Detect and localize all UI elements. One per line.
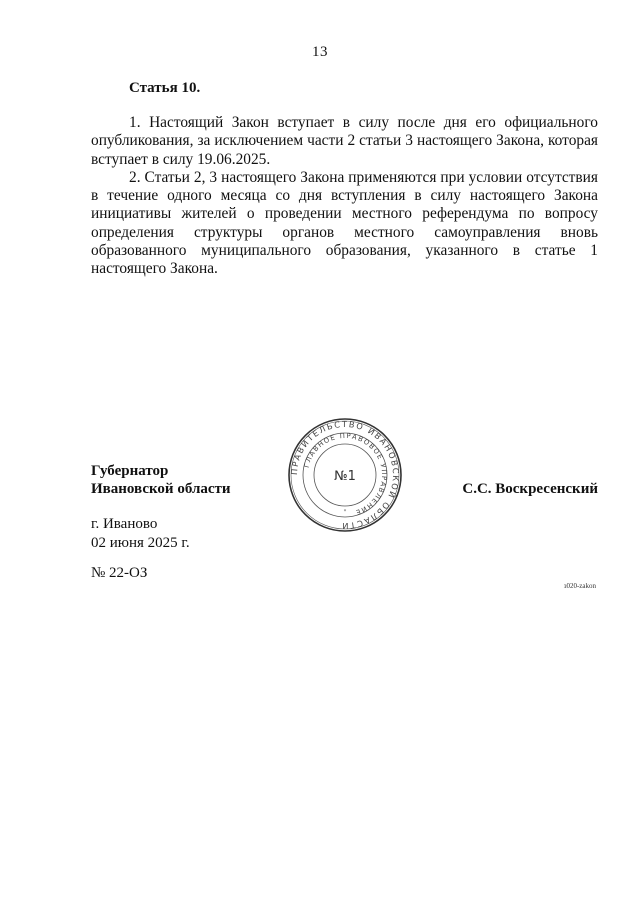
seal-outer-text: ПРАВИТЕЛЬСТВО ИВАНОВСКОЙ ОБЛАСТИ bbox=[288, 418, 402, 532]
paragraph-2: 2. Статьи 2, 3 настоящего Закона применяются при условии отсутствия в течение одного месяца со дня вступления в силу настоящего Закона инициативы жителей о проведении местного референдума по вопросу определения структуры органов местного самоуправления вновь образованного муниципального образования, указанного в статье 1 настоящего Закона. bbox=[91, 168, 598, 278]
signer-title bbox=[91, 462, 231, 498]
seal-star: * bbox=[343, 509, 347, 515]
signer-title-line2: Ивановской области bbox=[91, 481, 231, 497]
seal-icon bbox=[287, 417, 403, 533]
signer-name: С.С. Воскресенский bbox=[462, 481, 598, 497]
official-seal bbox=[287, 417, 403, 533]
article-body bbox=[91, 114, 598, 279]
law-number: № 22-ОЗ bbox=[91, 565, 148, 581]
article-heading: Статья 10. bbox=[129, 80, 201, 96]
place: г. Иваново bbox=[91, 516, 158, 532]
seal-center-text: №1 bbox=[334, 469, 356, 484]
seal-inner-text: ГЛАВНОЕ ПРАВОВОЕ УПРАВЛЕНИЕ bbox=[302, 431, 389, 517]
date: 02 июня 2025 г. bbox=[91, 535, 190, 551]
page-number: 13 bbox=[312, 44, 328, 60]
signer-title-line1: Губернатор bbox=[91, 463, 169, 479]
place-and-date bbox=[91, 515, 190, 553]
paragraph-1: 1. Настоящий Закон вступает в силу после дня его официального опубликования, за исключением части 2 статьи 3 настоящего Закона, которая вступает в силу 19.06.2025. bbox=[91, 114, 598, 168]
file-code: з020-zakon bbox=[563, 582, 596, 590]
